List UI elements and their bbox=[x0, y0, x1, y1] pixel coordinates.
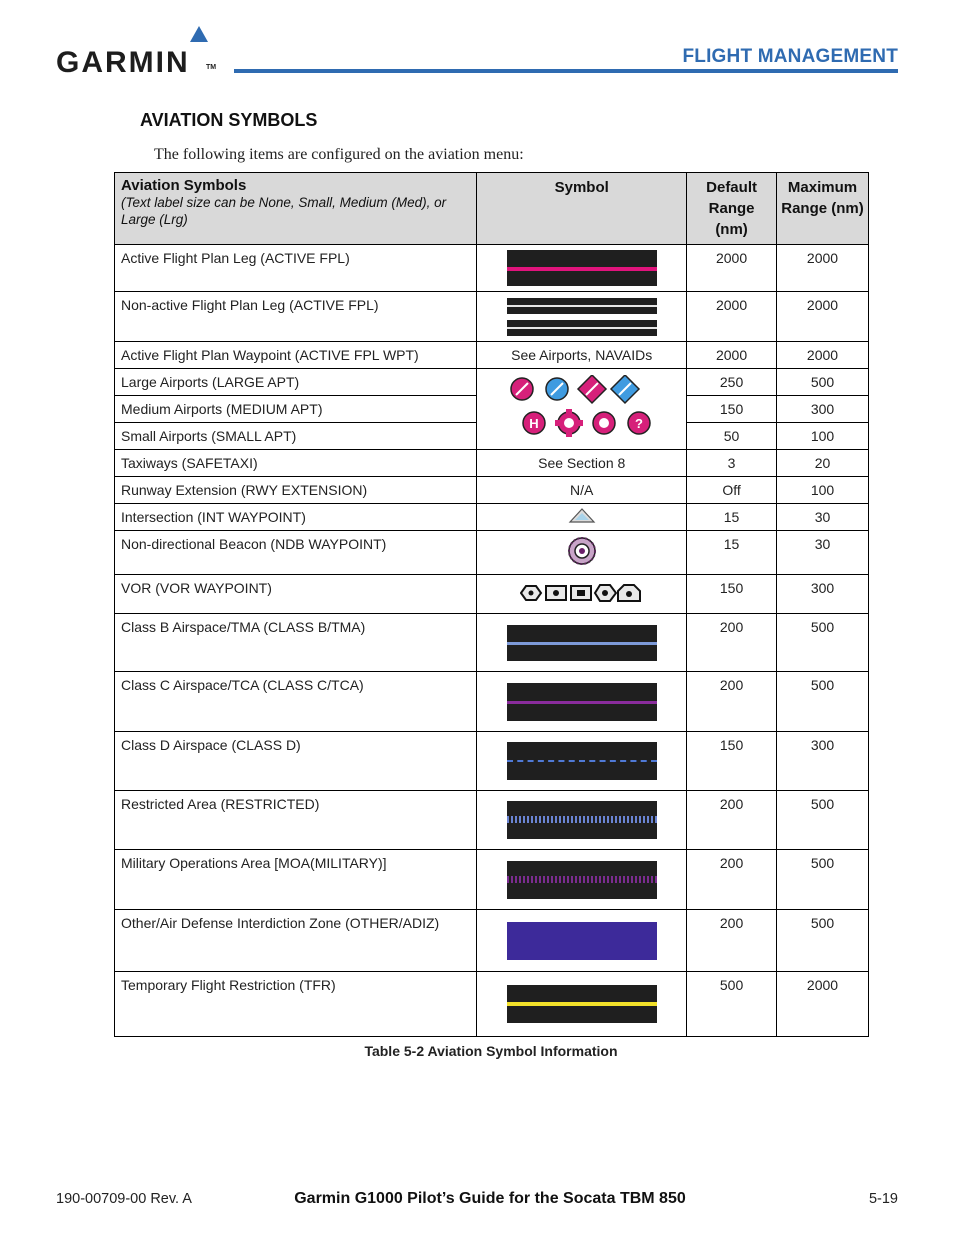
row-default: 2000 bbox=[687, 245, 777, 292]
header-symbol: Symbol bbox=[477, 173, 687, 245]
row-name: Non-directional Beacon (NDB WAYPOINT) bbox=[115, 531, 477, 575]
table-row bbox=[115, 450, 869, 477]
row-name: Other/Air Defense Interdiction Zone (OTHER/ADIZ) bbox=[115, 910, 477, 972]
table-row bbox=[115, 531, 869, 575]
row-symbol bbox=[477, 850, 687, 910]
row-max: 300 bbox=[777, 396, 869, 423]
row-name: Restricted Area (RESTRICTED) bbox=[115, 791, 477, 850]
table-row bbox=[115, 972, 869, 1037]
table-row bbox=[115, 292, 869, 342]
class-c-line-icon bbox=[507, 683, 657, 721]
row-symbol bbox=[477, 791, 687, 850]
row-name: Military Operations Area [MOA(MILITARY)] bbox=[115, 850, 477, 910]
nonactive-leg-line-icon bbox=[507, 298, 657, 336]
table-row bbox=[115, 910, 869, 972]
large-airport-icon bbox=[511, 378, 533, 400]
row-symbol bbox=[477, 245, 687, 292]
row-max: 500 bbox=[777, 850, 869, 910]
row-default: 15 bbox=[687, 504, 777, 531]
nontowered-airport-icon bbox=[611, 375, 639, 403]
row-default: 150 bbox=[687, 396, 777, 423]
adiz-fill-icon bbox=[507, 922, 657, 960]
row-name: Large Airports (LARGE APT) bbox=[115, 369, 477, 396]
row-default: 200 bbox=[687, 791, 777, 850]
header-rule bbox=[234, 69, 898, 73]
row-max: 30 bbox=[777, 504, 869, 531]
row-symbol bbox=[477, 504, 687, 531]
row-default: 150 bbox=[687, 732, 777, 791]
row-default: Off bbox=[687, 477, 777, 504]
large-airport-blue-icon bbox=[546, 378, 568, 400]
towered-airport-icon bbox=[578, 375, 606, 403]
vor-icons bbox=[520, 582, 644, 604]
row-name: Taxiways (SAFETAXI) bbox=[115, 450, 477, 477]
unknown-airport-icon bbox=[628, 412, 650, 434]
row-default: 3 bbox=[687, 450, 777, 477]
heliport-icon bbox=[523, 412, 545, 434]
row-symbol bbox=[477, 972, 687, 1037]
row-symbol bbox=[477, 910, 687, 972]
row-default: 2000 bbox=[687, 292, 777, 342]
row-default: 150 bbox=[687, 575, 777, 614]
row-max: 2000 bbox=[777, 292, 869, 342]
logo-text: GARMIN bbox=[56, 46, 190, 79]
header-max-range: Maximum Range (nm) bbox=[777, 173, 869, 245]
row-symbol bbox=[477, 292, 687, 342]
intersection-triangle-icon bbox=[568, 507, 596, 525]
table-row bbox=[115, 614, 869, 672]
row-symbol bbox=[477, 732, 687, 791]
logo-trademark: TM bbox=[206, 64, 217, 71]
header-default-range: Default Range (nm) bbox=[687, 173, 777, 245]
header-name bbox=[115, 173, 477, 245]
vor-dme-icon bbox=[571, 586, 591, 600]
tacan-icon bbox=[595, 585, 616, 601]
class-d-dashed-line-icon bbox=[507, 742, 657, 780]
table-row bbox=[115, 477, 869, 504]
row-max: 20 bbox=[777, 450, 869, 477]
header-name-note: (Text label size can be None, Small, Medium (Med), or Large (Lrg) bbox=[121, 195, 447, 227]
row-default: 200 bbox=[687, 850, 777, 910]
row-name: Active Flight Plan Waypoint (ACTIVE FPL WPT) bbox=[115, 342, 477, 369]
ndb-icon bbox=[566, 535, 598, 567]
row-name: Class C Airspace/TCA (CLASS C/TCA) bbox=[115, 672, 477, 732]
footer-page-number: 5-19 bbox=[868, 1191, 898, 1207]
intro-text: The following items are configured on the aviation menu: bbox=[154, 146, 524, 163]
moa-hatched-line-icon bbox=[507, 861, 657, 899]
row-name: Class D Airspace (CLASS D) bbox=[115, 732, 477, 791]
tfr-line-icon bbox=[507, 985, 657, 1023]
restricted-hatched-line-icon bbox=[507, 801, 657, 839]
row-name: Medium Airports (MEDIUM APT) bbox=[115, 396, 477, 423]
row-default: 200 bbox=[687, 672, 777, 732]
row-max: 300 bbox=[777, 575, 869, 614]
row-max: 500 bbox=[777, 614, 869, 672]
row-max: 500 bbox=[777, 910, 869, 972]
vor-icon bbox=[521, 586, 541, 600]
footer-doc-number: 190-00709-00 Rev. A bbox=[56, 1191, 192, 1207]
row-default: 200 bbox=[687, 910, 777, 972]
class-b-line-icon bbox=[507, 625, 657, 661]
table-row bbox=[115, 245, 869, 292]
row-symbol-text: N/A bbox=[477, 477, 687, 504]
table-row bbox=[115, 850, 869, 910]
row-symbol bbox=[477, 614, 687, 672]
row-max: 2000 bbox=[777, 245, 869, 292]
row-max: 500 bbox=[777, 672, 869, 732]
small-airport-icon bbox=[593, 412, 615, 434]
table-row bbox=[115, 791, 869, 850]
row-name: Class B Airspace/TMA (CLASS B/TMA) bbox=[115, 614, 477, 672]
row-name: Active Flight Plan Leg (ACTIVE FPL) bbox=[115, 245, 477, 292]
heliport-letter: H bbox=[529, 415, 539, 431]
row-default: 200 bbox=[687, 614, 777, 672]
header-name-label: Aviation Symbols bbox=[121, 177, 247, 194]
table-row bbox=[115, 732, 869, 791]
medium-airport-icon bbox=[555, 409, 583, 437]
row-default: 15 bbox=[687, 531, 777, 575]
row-max: 100 bbox=[777, 423, 869, 450]
row-name: Intersection (INT WAYPOINT) bbox=[115, 504, 477, 531]
footer-title: Garmin G1000 Pilot’s Guide for the Socata TBM 850 bbox=[294, 1190, 686, 1207]
row-name: Small Airports (SMALL APT) bbox=[115, 423, 477, 450]
row-default: 250 bbox=[687, 369, 777, 396]
row-name: VOR (VOR WAYPOINT) bbox=[115, 575, 477, 614]
row-max: 500 bbox=[777, 369, 869, 396]
table-caption: Table 5-2 Aviation Symbol Information bbox=[364, 1043, 618, 1059]
table-row bbox=[115, 369, 869, 396]
table-row bbox=[115, 575, 869, 614]
aviation-symbols-table bbox=[114, 172, 869, 1037]
section-title: FLIGHT MANAGEMENT bbox=[682, 46, 898, 67]
airport-icons bbox=[507, 375, 657, 441]
row-default: 500 bbox=[687, 972, 777, 1037]
row-max: 300 bbox=[777, 732, 869, 791]
table-row bbox=[115, 672, 869, 732]
row-max: 100 bbox=[777, 477, 869, 504]
active-leg-line-icon bbox=[507, 250, 657, 286]
row-max: 30 bbox=[777, 531, 869, 575]
row-default: 50 bbox=[687, 423, 777, 450]
dme-icon bbox=[618, 585, 640, 601]
row-name: Temporary Flight Restriction (TFR) bbox=[115, 972, 477, 1037]
row-name: Non-active Flight Plan Leg (ACTIVE FPL) bbox=[115, 292, 477, 342]
table-row bbox=[115, 342, 869, 369]
airport-symbols bbox=[477, 369, 687, 450]
table-header-row bbox=[115, 173, 869, 245]
unknown-airport-letter: ? bbox=[634, 415, 643, 431]
row-max: 2000 bbox=[777, 342, 869, 369]
row-symbol bbox=[477, 575, 687, 614]
garmin-logo bbox=[56, 26, 221, 79]
page-heading: AVIATION SYMBOLS bbox=[140, 110, 318, 130]
row-max: 500 bbox=[777, 791, 869, 850]
row-symbol-text: See Airports, NAVAIDs bbox=[477, 342, 687, 369]
table-row bbox=[115, 504, 869, 531]
vortac-icon bbox=[546, 586, 566, 600]
garmin-triangle-icon bbox=[190, 26, 208, 42]
row-symbol bbox=[477, 672, 687, 732]
row-symbol-text: See Section 8 bbox=[477, 450, 687, 477]
row-max: 2000 bbox=[777, 972, 869, 1037]
row-name: Runway Extension (RWY EXTENSION) bbox=[115, 477, 477, 504]
row-symbol bbox=[477, 531, 687, 575]
row-default: 2000 bbox=[687, 342, 777, 369]
